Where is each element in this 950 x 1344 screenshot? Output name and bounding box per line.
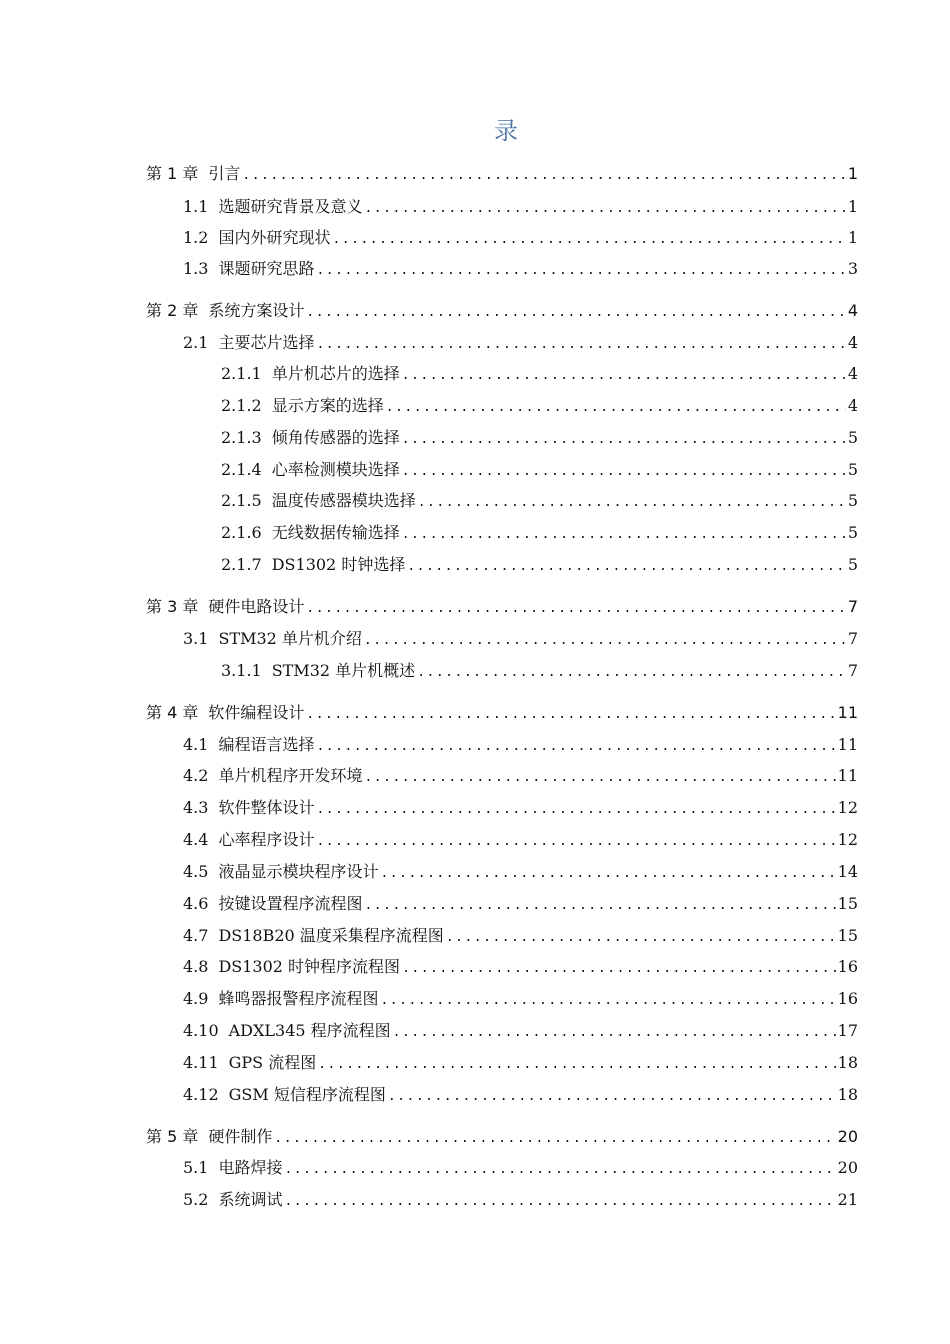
- toc-entry[interactable]: [183, 1153, 858, 1183]
- toc-dot-leader: [407, 552, 845, 582]
- toc-dot-leader: [364, 763, 835, 793]
- toc-entry-number: 1.1: [183, 197, 209, 216]
- toc-dot-leader: [284, 1155, 835, 1185]
- toc-entry-title: 电路焊接: [218, 1158, 283, 1177]
- toc-entry[interactable]: [183, 889, 858, 919]
- toc-entry-title: 编程语言选择: [218, 735, 315, 754]
- toc-entry-number: 4.6: [183, 894, 209, 913]
- toc-dot-leader: [316, 330, 845, 360]
- toc-entry-number: 4.2: [183, 766, 209, 785]
- toc-entry-page: 1: [847, 164, 858, 183]
- toc-entry-title: 选题研究背景及意义: [218, 197, 363, 216]
- toc-entry-number: 2.1: [183, 333, 209, 352]
- toc-entry-title: 主要芯片选择: [218, 333, 315, 352]
- toc-entry-title: STM32 单片机概述: [271, 661, 416, 680]
- toc-entry-page: 7: [847, 661, 858, 680]
- toc-entry-page: 16: [837, 957, 858, 976]
- toc-entry-title: 液晶显示模块程序设计: [218, 862, 379, 881]
- toc-entry-title: DS18B20 温度采集程序流程图: [218, 926, 444, 945]
- toc-entry-page: 15: [837, 926, 858, 945]
- toc-entry-page: 11: [837, 766, 858, 785]
- toc-entry-title: 按键设置程序流程图: [218, 894, 363, 913]
- toc-entry-title: 心率程序设计: [218, 830, 315, 849]
- toc-entry-number: 第 3 章: [146, 597, 199, 616]
- toc-entry-number: 4.1: [183, 735, 209, 754]
- toc-entry[interactable]: [183, 328, 858, 358]
- toc-entry-number: 1.2: [183, 228, 209, 247]
- toc-entry-number: 4.12: [183, 1085, 219, 1104]
- toc-entry-page: 4: [847, 396, 858, 415]
- toc-entry-number: 第 2 章: [146, 301, 199, 320]
- toc-entry-title: 课题研究思路: [218, 259, 315, 278]
- toc-entry-page: 18: [837, 1085, 858, 1104]
- toc-entry-number: 第 4 章: [146, 703, 199, 722]
- toc-dot-leader: [417, 658, 846, 688]
- toc-entry-page: 7: [847, 597, 858, 616]
- toc-entry-number: 4.9: [183, 989, 209, 1008]
- toc-entry[interactable]: [183, 761, 858, 791]
- toc-entry-page: 5: [847, 523, 858, 542]
- toc-entry-title: 单片机芯片的选择: [271, 364, 400, 383]
- toc-entry-title: ADXL345 程序流程图: [228, 1021, 391, 1040]
- toc-entry-number: 2.1.1: [221, 364, 262, 383]
- toc-entry-title: DS1302 时钟选择: [271, 555, 406, 574]
- toc-entry[interactable]: [221, 550, 858, 580]
- toc-entry-number: 3.1.1: [221, 661, 262, 680]
- toc-entry[interactable]: [221, 656, 858, 686]
- toc-dot-leader: [388, 1082, 836, 1112]
- toc-entry-page: 12: [837, 830, 858, 849]
- toc-entry-number: 4.11: [183, 1053, 219, 1072]
- toc-entry-number: 4.8: [183, 957, 209, 976]
- toc-entry-number: 5.1: [183, 1158, 209, 1177]
- toc-dot-leader: [402, 954, 836, 984]
- toc-entry[interactable]: [183, 921, 858, 951]
- toc-entry-title: 显示方案的选择: [271, 396, 384, 415]
- toc-entry[interactable]: [146, 592, 858, 622]
- toc-entry-page: 7: [847, 629, 858, 648]
- toc-entry-number: 3.1: [183, 629, 209, 648]
- toc-entry-number: 4.5: [183, 862, 209, 881]
- toc-entry-page: 3: [847, 259, 858, 278]
- toc-entry-page: 11: [837, 735, 858, 754]
- toc-entry[interactable]: [183, 793, 858, 823]
- toc-entry-page: 15: [837, 894, 858, 913]
- toc-entry[interactable]: [221, 423, 858, 453]
- toc-entry-page: 17: [837, 1021, 858, 1040]
- toc-entry-number: 2.1.3: [221, 428, 262, 447]
- toc-entry[interactable]: [146, 698, 858, 728]
- toc-entry-page: 18: [837, 1053, 858, 1072]
- toc-dot-leader: [364, 194, 845, 224]
- toc-entry-page: 5: [847, 491, 858, 510]
- toc-dot-leader: [306, 298, 845, 328]
- toc-entry[interactable]: [146, 159, 858, 189]
- toc-entry-number: 4.4: [183, 830, 209, 849]
- toc-entry-number: 2.1.2: [221, 396, 262, 415]
- toc-entry[interactable]: [183, 1080, 858, 1110]
- toc-dot-leader: [402, 520, 846, 550]
- toc-dot-leader: [242, 161, 845, 191]
- toc-dot-leader: [284, 1187, 835, 1217]
- toc-entry-title: STM32 单片机介绍: [218, 629, 362, 648]
- toc-dot-leader: [332, 225, 845, 255]
- toc-entry[interactable]: [221, 455, 858, 485]
- toc-entry[interactable]: [221, 391, 858, 421]
- toc-title: 录: [494, 117, 518, 145]
- toc-entry-title: 硬件电路设计: [208, 597, 305, 616]
- toc-entry-number: 第 5 章: [146, 1127, 199, 1146]
- toc-entry-number: 2.1.6: [221, 523, 262, 542]
- toc-entry-title: 蜂鸣器报警程序流程图: [218, 989, 379, 1008]
- toc-entry-title: GSM 短信程序流程图: [228, 1085, 386, 1104]
- toc-entry-title: 硬件制作: [208, 1127, 273, 1146]
- toc-entry[interactable]: [183, 254, 858, 284]
- toc-dot-leader: [316, 827, 835, 857]
- toc-entry[interactable]: [221, 486, 858, 516]
- toc-entry[interactable]: [183, 1016, 858, 1046]
- toc-entry[interactable]: [183, 1185, 858, 1215]
- toc-dot-leader: [274, 1124, 835, 1154]
- toc-entry-page: 5: [847, 555, 858, 574]
- toc-entry-page: 21: [837, 1190, 858, 1209]
- toc-entry-number: 4.7: [183, 926, 209, 945]
- toc-entry-page: 5: [847, 428, 858, 447]
- toc-entry[interactable]: [221, 359, 858, 389]
- toc-entry-number: 2.1.4: [221, 460, 262, 479]
- toc-entry-title: GPS 流程图: [228, 1053, 317, 1072]
- toc-dot-leader: [380, 859, 835, 889]
- toc-dot-leader: [393, 1018, 836, 1048]
- toc-entry-title: 系统方案设计: [208, 301, 305, 320]
- toc-entry-number: 1.3: [183, 259, 209, 278]
- toc-entry-title: 单片机程序开发环境: [218, 766, 363, 785]
- toc-dot-leader: [364, 891, 835, 921]
- toc-entry[interactable]: [183, 1048, 858, 1078]
- toc-dot-leader: [418, 488, 846, 518]
- toc-entry[interactable]: [183, 857, 858, 887]
- toc-dot-leader: [380, 986, 835, 1016]
- toc-entry-title: 引言: [208, 164, 241, 183]
- toc-entry[interactable]: [146, 296, 858, 326]
- toc-dot-leader: [316, 732, 835, 762]
- toc-entry-page: 14: [837, 862, 858, 881]
- toc-entry-page: 4: [847, 333, 858, 352]
- toc-entry-number: 2.1.7: [221, 555, 262, 574]
- toc-entry[interactable]: [221, 518, 858, 548]
- toc-entry-title: 国内外研究现状: [218, 228, 331, 247]
- toc-dot-leader: [316, 256, 845, 286]
- toc-entry-title: 无线数据传输选择: [271, 523, 400, 542]
- toc-entry-title: 系统调试: [218, 1190, 283, 1209]
- toc-dot-leader: [316, 795, 835, 825]
- toc-dot-leader: [364, 626, 846, 656]
- toc-entry-page: 1: [847, 228, 858, 247]
- toc-entry[interactable]: [183, 730, 858, 760]
- toc-entry-page: 16: [837, 989, 858, 1008]
- toc-entry-title: 软件整体设计: [218, 798, 315, 817]
- toc-entry-page: 5: [847, 460, 858, 479]
- toc-entry[interactable]: [183, 952, 858, 982]
- toc-entry-number: 4.3: [183, 798, 209, 817]
- toc-entry[interactable]: [183, 984, 858, 1014]
- toc-entry-page: 4: [847, 364, 858, 383]
- toc-entry[interactable]: [183, 223, 858, 253]
- toc-dot-leader: [386, 393, 846, 423]
- toc-dot-leader: [306, 594, 845, 624]
- toc-entry[interactable]: [183, 624, 858, 654]
- toc-entry-number: 5.2: [183, 1190, 209, 1209]
- toc-dot-leader: [402, 425, 846, 455]
- toc-dot-leader: [446, 923, 836, 953]
- toc-dot-leader: [402, 457, 846, 487]
- toc-entry-page: 12: [837, 798, 858, 817]
- toc-dot-leader: [318, 1050, 835, 1080]
- toc-entry-page: 11: [837, 703, 858, 722]
- toc-entry-page: 1: [847, 197, 858, 216]
- toc-entry-page: 4: [847, 301, 858, 320]
- toc-entry-title: DS1302 时钟程序流程图: [218, 957, 401, 976]
- toc-entry-page: 20: [837, 1127, 858, 1146]
- toc-dot-leader: [402, 361, 846, 391]
- toc-entry-number: 第 1 章: [146, 164, 199, 183]
- toc-entry[interactable]: [183, 192, 858, 222]
- toc-entry-title: 心率检测模块选择: [271, 460, 400, 479]
- toc-entry-title: 软件编程设计: [208, 703, 305, 722]
- toc-entry[interactable]: [146, 1122, 858, 1152]
- toc-entry-number: 2.1.5: [221, 491, 262, 510]
- toc-entry-title: 温度传感器模块选择: [271, 491, 416, 510]
- toc-entry-title: 倾角传感器的选择: [271, 428, 400, 447]
- toc-entry-page: 20: [837, 1158, 858, 1177]
- toc-dot-leader: [306, 700, 835, 730]
- toc-entry-number: 4.10: [183, 1021, 219, 1040]
- toc-entry[interactable]: [183, 825, 858, 855]
